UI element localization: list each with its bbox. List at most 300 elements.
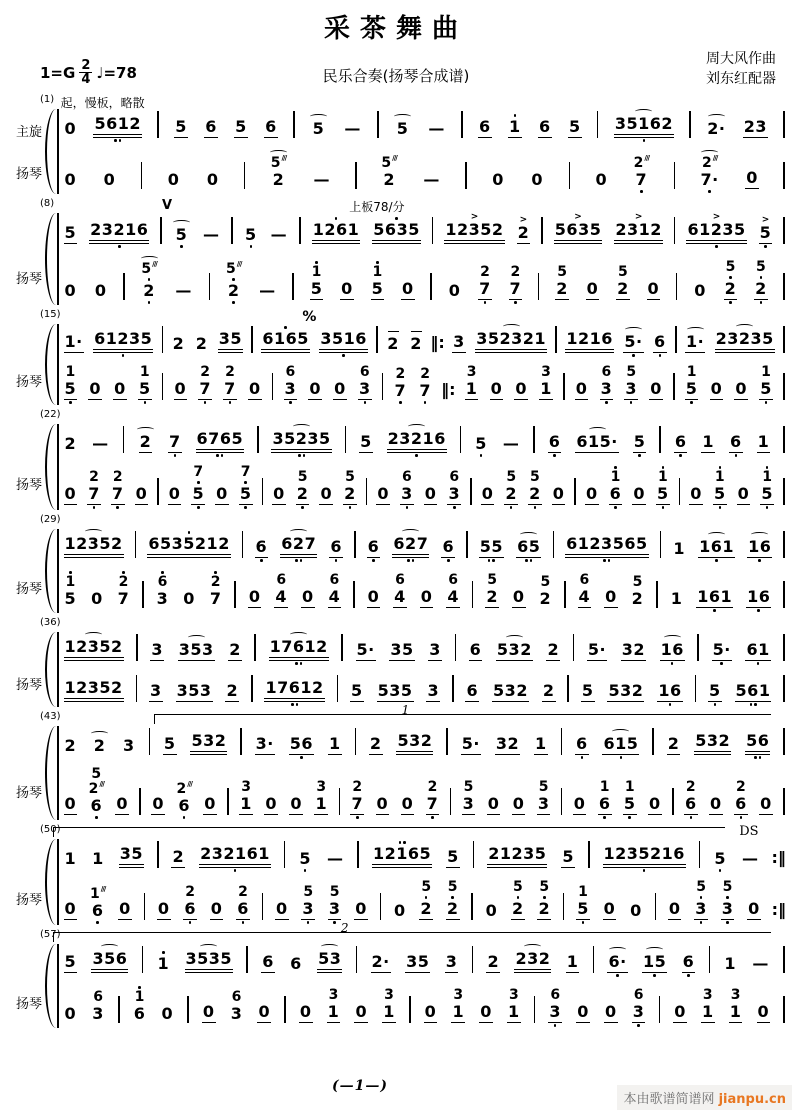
- chord-upper-note: 5 ///: [381, 156, 396, 171]
- chord-upper-note: 1: [624, 779, 635, 795]
- note-digits: 2312: [614, 221, 663, 244]
- note-digits: 2: [143, 281, 155, 300]
- dot: [307, 921, 310, 924]
- note-digits: 5: [64, 223, 77, 242]
- octave-dots: [334, 868, 337, 873]
- note-digits: 3: [284, 379, 297, 398]
- dot: [415, 454, 418, 457]
- octave-dots: [69, 608, 72, 613]
- note: [174, 380, 188, 405]
- note-digits: 6: [674, 432, 687, 451]
- octave-dots: [166, 1023, 169, 1028]
- octave-dots: [116, 505, 119, 510]
- note-digits: 1·: [685, 332, 705, 351]
- system: [6, 616, 786, 707]
- note-digits: 1: [157, 954, 170, 973]
- octave-dots: [457, 353, 460, 358]
- note: [566, 953, 580, 978]
- note: [138, 365, 152, 405]
- note-digits: —: [423, 170, 440, 189]
- dot: [735, 454, 738, 457]
- octave-dots: [533, 505, 536, 510]
- barline: [293, 111, 295, 138]
- barline: [251, 675, 253, 702]
- barline: [353, 581, 355, 608]
- note-digits: —: [752, 954, 769, 973]
- note: [172, 335, 186, 358]
- note-digits: 0: [604, 1002, 617, 1021]
- note: [426, 682, 440, 707]
- note: [90, 887, 105, 925]
- octave-dots: [510, 505, 513, 510]
- note-digits: 0: [757, 1002, 770, 1021]
- octave-dots: [554, 1023, 557, 1028]
- measure-number: (36): [40, 617, 61, 628]
- octave-dots: [457, 1023, 460, 1028]
- octave-dots: [700, 920, 703, 925]
- note: [616, 265, 630, 305]
- octave-dots: [483, 138, 486, 143]
- note: [174, 282, 193, 305]
- system-body: [6, 944, 786, 1028]
- note: [372, 840, 432, 873]
- octave-dots: [679, 453, 682, 458]
- octave-dots: [301, 505, 304, 510]
- note: [629, 902, 643, 925]
- octave-dots: [552, 661, 555, 666]
- octave-dots: [432, 702, 435, 707]
- note-digits: 5: [360, 432, 372, 451]
- note-digits: 1: [327, 1002, 340, 1021]
- octave-dots: [517, 608, 520, 613]
- note-digits: 6: [735, 794, 747, 813]
- accent-mark: >: [470, 212, 479, 222]
- barline: [563, 893, 565, 920]
- octave-dots: [121, 815, 124, 820]
- octave-dots: [624, 702, 627, 707]
- note: [314, 780, 328, 820]
- note-digits: 12352: [444, 221, 504, 244]
- chord-upper-note: 1: [761, 364, 771, 380]
- dot: [690, 401, 693, 404]
- note: [578, 573, 592, 613]
- note-digits: 6·: [608, 952, 627, 971]
- note-digits: 5: [581, 681, 594, 700]
- note: [122, 737, 136, 760]
- octave-dots: [69, 755, 72, 760]
- octave-dots: [435, 138, 438, 143]
- note: [264, 795, 278, 820]
- note: [150, 641, 164, 666]
- note-digits: 53: [317, 950, 342, 973]
- note: [270, 226, 289, 249]
- dot: [653, 974, 656, 977]
- note-digits: 2: [64, 434, 77, 453]
- octave-dots: [97, 1023, 100, 1028]
- octave-dots: [720, 661, 723, 666]
- note: [475, 324, 547, 358]
- credits: [706, 49, 776, 89]
- note-digits: 3: [150, 681, 162, 700]
- note-digits: 1: [534, 734, 547, 753]
- note: [420, 588, 434, 613]
- note: [674, 433, 688, 458]
- octave-dots: [759, 300, 762, 305]
- note-digits: —: [344, 119, 361, 138]
- dot: [637, 1024, 640, 1027]
- dot: [295, 559, 298, 562]
- note: [359, 433, 373, 458]
- note-digits: 2: [486, 587, 498, 606]
- note-digits: 61235: [93, 330, 153, 353]
- note-digits: 2: [227, 281, 240, 300]
- barline: [783, 273, 785, 300]
- note-digits: 1: [383, 1002, 395, 1021]
- octave-dots: [544, 608, 547, 613]
- note-digits: 23: [743, 117, 768, 136]
- chord-upper-note: 5 ///: [141, 262, 156, 277]
- note: [514, 380, 528, 405]
- octave-dots: [263, 1023, 266, 1028]
- dot: [760, 301, 763, 304]
- note-digits: 356: [91, 950, 128, 973]
- octave-dots: [539, 755, 542, 760]
- note-digits: 1261: [312, 221, 361, 244]
- barline: [472, 946, 474, 973]
- note-digits: 0: [114, 379, 126, 398]
- dot: [659, 354, 662, 357]
- note: [289, 795, 303, 820]
- note-digits: 5612: [93, 115, 142, 138]
- tremolo-mark: ///: [236, 260, 242, 268]
- yangqin-label: 扬琴: [15, 271, 42, 287]
- octave-dots: [658, 353, 661, 358]
- yangqin-label: 扬琴: [15, 893, 42, 909]
- measure-number: (15): [40, 309, 61, 320]
- note: [729, 433, 743, 458]
- note: [329, 538, 343, 563]
- note: [487, 845, 547, 873]
- barline: [246, 946, 248, 973]
- note-digits: 2: [410, 334, 422, 353]
- note-digits: 0: [183, 589, 195, 608]
- note: [745, 169, 759, 194]
- octave-dots: [711, 755, 714, 760]
- chord-upper-note: 3: [384, 987, 394, 1003]
- tremolo-mark: ///: [99, 780, 104, 788]
- octave-dots: [621, 300, 624, 305]
- note: [310, 260, 324, 305]
- octave-dots: [429, 1023, 432, 1028]
- note-digits: 0: [302, 587, 314, 606]
- note-digits: 23235: [715, 330, 775, 353]
- barline: [674, 217, 676, 244]
- note: [602, 729, 639, 760]
- note: [206, 171, 220, 194]
- octave-dots: [372, 558, 375, 563]
- note: [419, 880, 433, 925]
- octave-dots: [382, 505, 385, 510]
- note: [394, 114, 411, 143]
- note-digits: 0: [64, 281, 77, 300]
- dot: [514, 301, 517, 304]
- note-digits: 2: [296, 484, 309, 503]
- octave-dots: [401, 868, 404, 873]
- note: [479, 538, 504, 563]
- note: [118, 900, 132, 925]
- note: [191, 465, 205, 510]
- note: [176, 782, 191, 820]
- note: [633, 433, 647, 458]
- note: [552, 485, 566, 510]
- dot: [148, 301, 151, 304]
- note-digits: 0: [135, 484, 148, 503]
- note: [115, 795, 129, 820]
- barline: [783, 634, 785, 661]
- octave-dots: [591, 300, 594, 305]
- note-digits: 3: [302, 899, 315, 918]
- note: [568, 118, 582, 143]
- chord-upper-note: 7: [240, 464, 251, 480]
- note: [712, 641, 732, 666]
- note: [367, 588, 381, 613]
- note: [64, 435, 78, 458]
- barline: [339, 788, 341, 815]
- note-digits: 16: [747, 587, 771, 606]
- octave-dots: [762, 1023, 765, 1028]
- note: [88, 380, 102, 405]
- chord-upper-note: 1: [599, 779, 610, 795]
- note-digits: 0: [167, 170, 180, 189]
- note-digits: 5: [633, 432, 646, 451]
- chord-upper-note: 1: [578, 884, 588, 900]
- note-digits: 2: [724, 279, 737, 298]
- note-digits: 6: [237, 899, 249, 918]
- octave-dots: [497, 189, 500, 194]
- note: [264, 118, 278, 143]
- note: [401, 795, 415, 820]
- octave-dots: [144, 453, 147, 458]
- note: [715, 324, 775, 358]
- note: [689, 485, 703, 510]
- note: [554, 213, 603, 249]
- chord-upper-note: 2: [238, 884, 248, 900]
- octave-dots: [333, 608, 336, 613]
- chord-upper-note: 5: [530, 469, 540, 485]
- octave-dots: [588, 353, 591, 358]
- octave-dots: [491, 608, 494, 613]
- note-digits: 0: [377, 484, 390, 503]
- key-label: 1=G: [40, 63, 76, 82]
- octave-dots: [630, 400, 633, 405]
- note: [614, 213, 663, 249]
- note: [607, 947, 627, 978]
- note: [631, 575, 645, 613]
- note-digits: 3: [358, 379, 371, 398]
- chord-upper-note: 2: [420, 366, 431, 382]
- note-digits: 0: [168, 484, 181, 503]
- note-digits: 16: [660, 640, 684, 659]
- barline: [656, 581, 658, 608]
- note: [301, 885, 315, 925]
- annotation: DS: [739, 824, 759, 839]
- octave-dots: [92, 702, 95, 707]
- note: [642, 947, 667, 978]
- system-start-barline: [57, 632, 59, 707]
- note-digits: 0: [575, 379, 588, 398]
- chord-upper-note: 5: [447, 879, 458, 895]
- dot: [628, 816, 631, 819]
- note-digits: 2: [512, 899, 524, 918]
- note-digits: 6: [598, 794, 611, 813]
- note: [561, 848, 575, 873]
- note-digits: 0: [64, 170, 77, 189]
- watermark-site-name: 本由歌谱简谱网: [623, 1092, 715, 1107]
- dot: [754, 703, 757, 706]
- system-body: [6, 726, 786, 820]
- octave-dots: [69, 300, 72, 305]
- chord-upper-note: 1: [714, 469, 725, 485]
- dot: [708, 190, 711, 193]
- system-start-barline: [57, 213, 59, 305]
- note: [223, 365, 237, 405]
- note: [539, 575, 553, 613]
- octave-dots: [180, 244, 183, 249]
- barline: [533, 426, 535, 453]
- barline: [231, 217, 233, 244]
- dot: [399, 401, 402, 404]
- note-digits: 0: [94, 281, 107, 300]
- note-digits: 0: [577, 1002, 589, 1021]
- octave-dots: [603, 558, 610, 563]
- note-digits: 3: [151, 640, 164, 659]
- note-digits: 5: [708, 681, 721, 700]
- note: [64, 365, 78, 405]
- note: [89, 767, 104, 820]
- note: [446, 573, 460, 613]
- note-digits: 1: [566, 952, 579, 971]
- note-digits: 0: [531, 170, 544, 189]
- system: [6, 197, 786, 305]
- note: [64, 632, 124, 666]
- note-digits: 0: [309, 379, 321, 398]
- note-digits: 6: [682, 952, 695, 971]
- note-digits: 1: [452, 1002, 465, 1021]
- octave-dots: [542, 815, 545, 820]
- system: [6, 823, 786, 925]
- note: [575, 427, 618, 458]
- octave-dots: [162, 920, 165, 925]
- chord-upper-note: 6: [231, 989, 242, 1005]
- note: [632, 988, 646, 1028]
- note-digits: 0: [630, 901, 642, 920]
- dot: [189, 921, 192, 924]
- octave-dots: [398, 920, 401, 925]
- note-digits: 535: [377, 681, 413, 700]
- note: [491, 171, 505, 194]
- octave-dots: [718, 505, 721, 510]
- dot: [221, 454, 224, 457]
- note: [461, 735, 481, 760]
- chord-upper-note: 6: [395, 572, 405, 588]
- note-digits: 1: [670, 589, 683, 608]
- octave-dots: [96, 868, 99, 873]
- note: [743, 118, 768, 143]
- note-digits: 61235: [686, 221, 746, 244]
- note-digits: 1: [92, 849, 104, 868]
- dot: [93, 506, 96, 509]
- note: [586, 280, 600, 305]
- octave-dots: [364, 661, 367, 666]
- dot: [244, 506, 247, 509]
- note: [244, 226, 258, 249]
- note: [485, 902, 499, 925]
- system-brace: [45, 213, 56, 305]
- melody-staff: [62, 944, 787, 978]
- octave-dots: [295, 558, 302, 563]
- chord-upper-note: 2: [736, 779, 746, 795]
- chord-upper-note: 5: [626, 364, 637, 380]
- barline: [382, 373, 384, 400]
- note: [653, 333, 667, 358]
- note-digits: 0: [650, 379, 662, 398]
- note-digits: 3516: [319, 330, 368, 353]
- ensemble-subtitle: 民乐合奏(扬琴合成谱): [322, 67, 470, 85]
- note: [367, 538, 381, 563]
- note-digits: 615·: [576, 432, 618, 451]
- octave-dots: [69, 1023, 72, 1028]
- note: [694, 732, 731, 760]
- octave-dots: [719, 868, 722, 873]
- note: [723, 955, 737, 978]
- octave-dots: [161, 608, 164, 613]
- tremolo-mark: ///: [644, 154, 650, 162]
- octave-dots: [267, 973, 270, 978]
- system-brace: [45, 726, 56, 820]
- note-digits: 12352: [64, 679, 124, 702]
- note: [236, 885, 250, 925]
- octave-dots: [636, 608, 639, 613]
- note-digits: 3: [537, 794, 550, 813]
- note: [514, 944, 551, 978]
- octave-dots: [490, 920, 493, 925]
- note: [512, 795, 526, 820]
- note: [441, 538, 455, 563]
- octave-dots: [177, 353, 180, 358]
- octave-dots: [239, 138, 242, 143]
- note-digits: 2: [172, 334, 185, 353]
- octave-dots: [486, 505, 489, 510]
- barline: [142, 581, 144, 608]
- note: [747, 532, 772, 563]
- octave-dots: [729, 973, 732, 978]
- note: [634, 156, 649, 194]
- note: [248, 380, 262, 405]
- annotation: %: [302, 309, 317, 325]
- note: [185, 944, 234, 978]
- dot: [713, 609, 716, 612]
- note-digits: 0: [690, 484, 702, 503]
- note-digits: 5: [64, 379, 77, 398]
- dot: [96, 921, 99, 924]
- note: [492, 682, 529, 707]
- note-digits: 6: [205, 117, 217, 136]
- chord-upper-note: 1: [311, 264, 322, 280]
- barline: [377, 111, 379, 138]
- octave-dots: [338, 400, 341, 405]
- octave-dots: [183, 815, 186, 820]
- octave-dots: [189, 920, 192, 925]
